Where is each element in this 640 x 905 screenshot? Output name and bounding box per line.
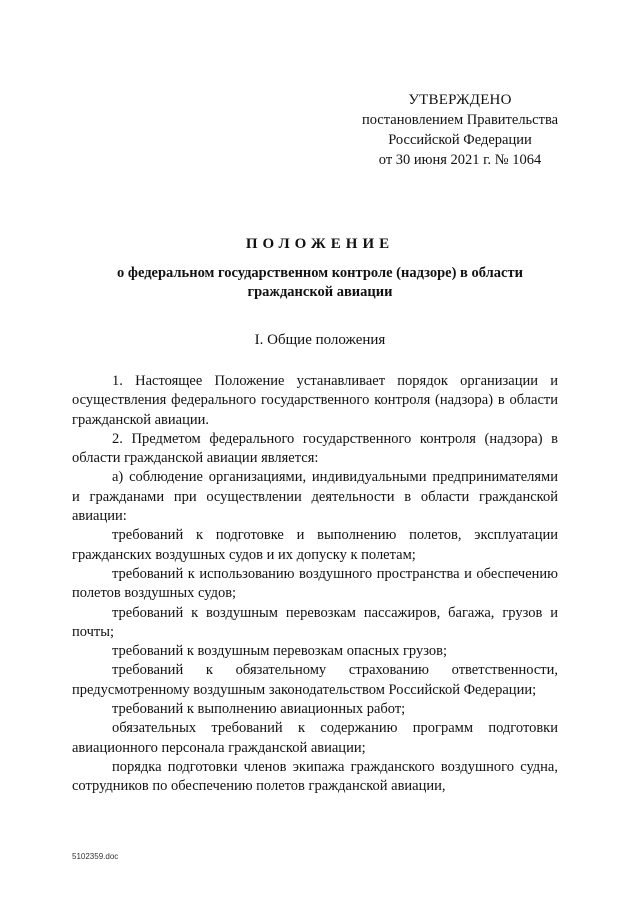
paragraph-2: 2. Предметом федерального государственного контроля (надзора) в области гражданской авиации является:: [72, 430, 558, 467]
list-item: требований к воздушным перевозкам опасных грузов;: [112, 643, 448, 660]
list-item: требований к обязательному страхованию ответственности, предусмотренному воздушным законодательством Российской Федерации;: [72, 662, 558, 698]
paragraph-1: 1. Настоящее Положение устанавливает порядок организации и осуществления федерального государственного контроля (надзора) в области гражданской авиации.: [72, 373, 558, 428]
list-item: требований к выполнению авиационных работ;: [112, 701, 406, 718]
document-subtitle: о федеральном государственном контроле (надзоре) в области гражданской авиации: [117, 265, 523, 300]
file-code: 5102359.doc: [72, 852, 119, 861]
document-title: ПОЛОЖЕНИЕ: [245, 236, 395, 252]
list-item: требований к использованию воздушного пространства и обеспечению полетов воздушных судов;: [72, 565, 558, 602]
approval-line-2: Российской Федерации: [388, 132, 532, 148]
list-item: требований к подготовке и выполнению полетов, эксплуатации гражданских воздушных судов и их допуску к полетам;: [72, 527, 558, 563]
approval-line-3: от 30 июня 2021 г. № 1064: [378, 152, 542, 168]
section-heading: I. Общие положения: [254, 332, 386, 348]
list-item: обязательных требований к содержанию программ подготовки авиационного персонала гражданской авиации;: [72, 720, 558, 756]
approval-title: УТВЕРЖДЕНО: [408, 92, 512, 108]
paragraph-2a: а) соблюдение организациями, индивидуальными предпринимателями и гражданами при осуществлении деятельности в области гражданской авиации:: [72, 469, 558, 525]
approval-line-1: постановлением Правительства: [361, 112, 559, 128]
list-item: требований к воздушным перевозкам пассажиров, багажа, грузов и почты;: [72, 604, 558, 640]
approval-stamp: [340, 90, 580, 170]
document-body: [72, 372, 558, 797]
list-item: порядка подготовки членов экипажа гражданского воздушного судна, сотрудников по обеспечению полетов гражданской авиации,: [72, 758, 558, 795]
